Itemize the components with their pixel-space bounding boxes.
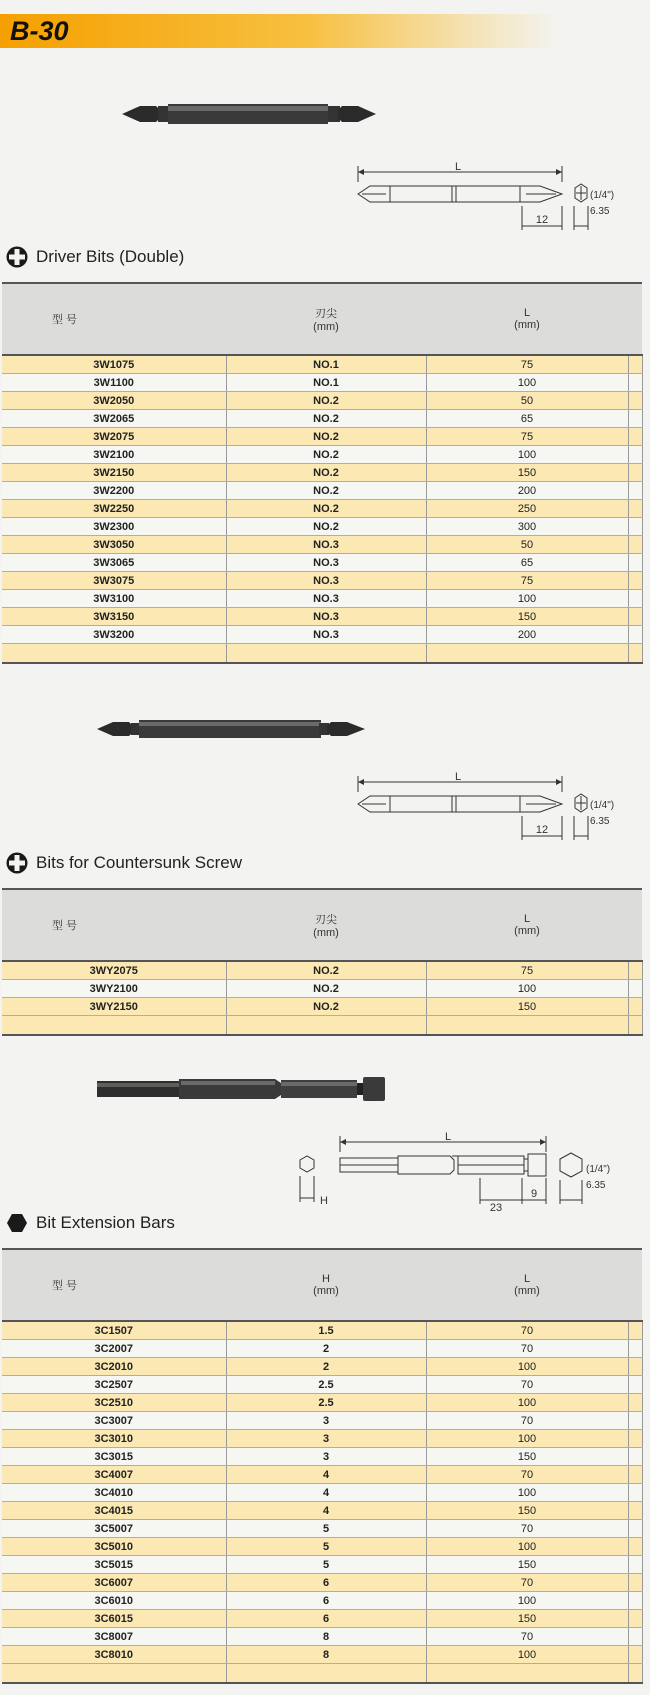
double-bit-photo-2 bbox=[95, 714, 367, 744]
model-cell: 3C4007 bbox=[2, 1466, 226, 1484]
spec-cell: NO.2 bbox=[226, 998, 426, 1016]
row-stub bbox=[628, 518, 642, 536]
length-cell: 150 bbox=[426, 998, 628, 1016]
spec-cell: 2.5 bbox=[226, 1376, 426, 1394]
spec-cell: NO.3 bbox=[226, 626, 426, 644]
length-cell: 150 bbox=[426, 1556, 628, 1574]
spec-cell: 2 bbox=[226, 1340, 426, 1358]
spec-cell: NO.3 bbox=[226, 590, 426, 608]
spec-cell: NO.2 bbox=[226, 464, 426, 482]
row-stub bbox=[628, 1628, 642, 1646]
countersunk-bits-table bbox=[2, 888, 643, 1036]
length-cell: 200 bbox=[426, 626, 628, 644]
table-row bbox=[2, 464, 642, 482]
row-stub bbox=[628, 590, 642, 608]
spec-cell: 6 bbox=[226, 1610, 426, 1628]
spec-cell: 6 bbox=[226, 1592, 426, 1610]
col-header-model: 型 号 bbox=[2, 1249, 226, 1321]
row-stub bbox=[628, 1502, 642, 1520]
spec-cell: NO.1 bbox=[226, 374, 426, 392]
spec-cell: 1.5 bbox=[226, 1321, 426, 1340]
model-cell: 3C4015 bbox=[2, 1502, 226, 1520]
table-row bbox=[2, 572, 642, 590]
length-cell: 100 bbox=[426, 1430, 628, 1448]
spec-cell: NO.3 bbox=[226, 554, 426, 572]
spec-cell: 5 bbox=[226, 1556, 426, 1574]
table-row bbox=[2, 1646, 642, 1664]
model-cell: 3C4010 bbox=[2, 1484, 226, 1502]
model-cell: 3C2010 bbox=[2, 1358, 226, 1376]
length-cell: 200 bbox=[426, 482, 628, 500]
spec-cell: 4 bbox=[226, 1484, 426, 1502]
spec-cell: 4 bbox=[226, 1502, 426, 1520]
length-cell: 70 bbox=[426, 1340, 628, 1358]
spec-cell: NO.2 bbox=[226, 392, 426, 410]
table-row bbox=[2, 374, 642, 392]
model-cell: 3W3050 bbox=[2, 536, 226, 554]
row-stub bbox=[628, 1376, 642, 1394]
row-stub bbox=[628, 961, 642, 980]
section-header-extension-bars bbox=[6, 1212, 175, 1234]
length-cell: 75 bbox=[426, 572, 628, 590]
dim-tip-label: 12 bbox=[535, 824, 549, 836]
dim-L-label: L bbox=[454, 161, 462, 173]
table-row bbox=[2, 998, 642, 1016]
model-cell: 3WY2100 bbox=[2, 980, 226, 998]
spec-cell: NO.3 bbox=[226, 572, 426, 590]
dim-hex-mm: 6.35 bbox=[586, 1180, 606, 1191]
length-cell: 150 bbox=[426, 464, 628, 482]
row-stub bbox=[628, 410, 642, 428]
hexagon-icon bbox=[6, 1212, 28, 1234]
model-cell: 3W1100 bbox=[2, 374, 226, 392]
length-cell: 70 bbox=[426, 1628, 628, 1646]
table-row bbox=[2, 1538, 642, 1556]
model-cell: 3W2150 bbox=[2, 464, 226, 482]
section-title: Driver Bits (Double) bbox=[36, 247, 185, 266]
col-header-model: 型 号 bbox=[2, 889, 226, 961]
row-stub bbox=[628, 980, 642, 998]
section-title: Bit Extension Bars bbox=[36, 1213, 175, 1232]
model-cell: 3C5010 bbox=[2, 1538, 226, 1556]
length-cell: 150 bbox=[426, 608, 628, 626]
model-cell: 3C3015 bbox=[2, 1448, 226, 1466]
spec-cell: 8 bbox=[226, 1646, 426, 1664]
row-stub bbox=[628, 1520, 642, 1538]
dim-L-label: L bbox=[444, 1131, 452, 1143]
model-cell: 3W3065 bbox=[2, 554, 226, 572]
dimension-drawing-2 bbox=[350, 770, 615, 850]
spec-cell: 3 bbox=[226, 1448, 426, 1466]
spec-cell: 6 bbox=[226, 1574, 426, 1592]
model-cell: 3W2075 bbox=[2, 428, 226, 446]
length-cell: 300 bbox=[426, 518, 628, 536]
table-row bbox=[2, 500, 642, 518]
page-banner bbox=[0, 14, 560, 48]
table-row bbox=[2, 1628, 642, 1646]
dim-hex-label: (1/4") bbox=[590, 800, 615, 811]
table-row bbox=[2, 410, 642, 428]
row-stub bbox=[628, 998, 642, 1016]
table-row bbox=[2, 1358, 642, 1376]
spec-cell: 2 bbox=[226, 1358, 426, 1376]
spec-cell: 4 bbox=[226, 1466, 426, 1484]
row-stub bbox=[628, 374, 642, 392]
col-header-h: H (mm) bbox=[226, 1249, 426, 1321]
table-row bbox=[2, 1610, 642, 1628]
table-row bbox=[2, 392, 642, 410]
table-body bbox=[2, 1321, 642, 1683]
row-stub bbox=[628, 1340, 642, 1358]
length-cell: 70 bbox=[426, 1466, 628, 1484]
dim-hex-mm: 6.35 bbox=[590, 816, 610, 827]
table-row bbox=[2, 446, 642, 464]
row-stub bbox=[628, 572, 642, 590]
row-stub bbox=[628, 626, 642, 644]
length-cell: 75 bbox=[426, 355, 628, 374]
row-stub bbox=[628, 392, 642, 410]
model-cell: 3W2050 bbox=[2, 392, 226, 410]
table-row bbox=[2, 518, 642, 536]
length-cell: 100 bbox=[426, 590, 628, 608]
model-cell: 3W3100 bbox=[2, 590, 226, 608]
length-cell: 65 bbox=[426, 410, 628, 428]
model-cell: 3W3075 bbox=[2, 572, 226, 590]
extension-bars-table bbox=[2, 1248, 643, 1684]
model-cell: 3W3200 bbox=[2, 626, 226, 644]
table-row bbox=[2, 1340, 642, 1358]
table-row bbox=[2, 355, 642, 374]
table-row-empty bbox=[2, 1016, 642, 1036]
table-row bbox=[2, 1394, 642, 1412]
row-stub bbox=[628, 1358, 642, 1376]
spec-cell: NO.3 bbox=[226, 608, 426, 626]
table-row bbox=[2, 1466, 642, 1484]
length-cell: 100 bbox=[426, 1646, 628, 1664]
model-cell: 3C6015 bbox=[2, 1610, 226, 1628]
spec-cell: 5 bbox=[226, 1538, 426, 1556]
table-row bbox=[2, 554, 642, 572]
length-cell: 100 bbox=[426, 1484, 628, 1502]
table-row bbox=[2, 1412, 642, 1430]
row-stub bbox=[628, 1646, 642, 1664]
length-cell: 100 bbox=[426, 446, 628, 464]
row-stub bbox=[628, 1538, 642, 1556]
length-cell: 150 bbox=[426, 1448, 628, 1466]
length-cell: 100 bbox=[426, 1592, 628, 1610]
model-cell: 3C2507 bbox=[2, 1376, 226, 1394]
length-cell: 50 bbox=[426, 536, 628, 554]
table-row bbox=[2, 980, 642, 998]
row-stub bbox=[628, 1556, 642, 1574]
length-cell: 50 bbox=[426, 392, 628, 410]
spec-cell: 2.5 bbox=[226, 1394, 426, 1412]
model-cell: 3C5015 bbox=[2, 1556, 226, 1574]
row-stub bbox=[628, 1466, 642, 1484]
spec-cell: NO.1 bbox=[226, 355, 426, 374]
model-cell: 3W2200 bbox=[2, 482, 226, 500]
model-cell: 3C2510 bbox=[2, 1394, 226, 1412]
model-cell: 3W2065 bbox=[2, 410, 226, 428]
table-row bbox=[2, 961, 642, 980]
row-stub bbox=[628, 1430, 642, 1448]
model-cell: 3C6010 bbox=[2, 1592, 226, 1610]
spec-cell: NO.2 bbox=[226, 518, 426, 536]
row-stub bbox=[628, 1574, 642, 1592]
spec-cell: NO.3 bbox=[226, 536, 426, 554]
row-stub bbox=[628, 464, 642, 482]
dim-L-label: L bbox=[454, 771, 462, 783]
col-header-length: L (mm) bbox=[426, 889, 628, 961]
model-cell: 3C6007 bbox=[2, 1574, 226, 1592]
model-cell: 3C3010 bbox=[2, 1430, 226, 1448]
row-stub bbox=[628, 1321, 642, 1340]
col-header-length: L (mm) bbox=[426, 283, 628, 355]
spec-cell: NO.2 bbox=[226, 482, 426, 500]
model-cell: 3C8010 bbox=[2, 1646, 226, 1664]
table-row bbox=[2, 428, 642, 446]
length-cell: 150 bbox=[426, 1610, 628, 1628]
dim-hex-label: (1/4") bbox=[586, 1164, 611, 1175]
table-row bbox=[2, 1376, 642, 1394]
length-cell: 150 bbox=[426, 1502, 628, 1520]
dimension-drawing-3 bbox=[290, 1130, 620, 1220]
model-cell: 3C2007 bbox=[2, 1340, 226, 1358]
model-cell: 3C5007 bbox=[2, 1520, 226, 1538]
row-stub bbox=[628, 355, 642, 374]
row-stub bbox=[628, 1484, 642, 1502]
row-stub bbox=[628, 1412, 642, 1430]
spec-cell: NO.2 bbox=[226, 980, 426, 998]
row-stub bbox=[628, 1610, 642, 1628]
col-header-length: L (mm) bbox=[426, 1249, 628, 1321]
model-cell: 3W1075 bbox=[2, 355, 226, 374]
model-cell: 3C1507 bbox=[2, 1321, 226, 1340]
length-cell: 70 bbox=[426, 1574, 628, 1592]
row-stub bbox=[628, 536, 642, 554]
length-cell: 65 bbox=[426, 554, 628, 572]
spec-cell: NO.2 bbox=[226, 961, 426, 980]
model-cell: 3C3007 bbox=[2, 1412, 226, 1430]
dimension-drawing-1 bbox=[350, 160, 615, 240]
model-cell: 3C8007 bbox=[2, 1628, 226, 1646]
table-row bbox=[2, 1574, 642, 1592]
dim-hex-mm: 6.35 bbox=[590, 206, 610, 217]
table-row-empty bbox=[2, 644, 642, 664]
col-header-tip: 刃尖 (mm) bbox=[226, 283, 426, 355]
row-stub bbox=[628, 428, 642, 446]
model-cell: 3WY2075 bbox=[2, 961, 226, 980]
table-row bbox=[2, 590, 642, 608]
spec-cell: NO.2 bbox=[226, 428, 426, 446]
spec-cell: 5 bbox=[226, 1520, 426, 1538]
length-cell: 70 bbox=[426, 1376, 628, 1394]
length-cell: 100 bbox=[426, 1394, 628, 1412]
section-header-driver-bits bbox=[6, 246, 184, 268]
spec-cell: 8 bbox=[226, 1628, 426, 1646]
length-cell: 100 bbox=[426, 980, 628, 998]
spec-cell: 3 bbox=[226, 1412, 426, 1430]
model-cell: 3W2100 bbox=[2, 446, 226, 464]
row-stub bbox=[628, 554, 642, 572]
table-row bbox=[2, 482, 642, 500]
row-stub bbox=[628, 500, 642, 518]
length-cell: 100 bbox=[426, 1358, 628, 1376]
row-stub bbox=[628, 1394, 642, 1412]
page-label: B-30 bbox=[10, 16, 69, 46]
length-cell: 250 bbox=[426, 500, 628, 518]
section-title: Bits for Countersunk Screw bbox=[36, 853, 242, 872]
table-row bbox=[2, 1592, 642, 1610]
table-row bbox=[2, 1484, 642, 1502]
table-row bbox=[2, 1502, 642, 1520]
table-row bbox=[2, 1430, 642, 1448]
row-stub bbox=[628, 608, 642, 626]
length-cell: 75 bbox=[426, 961, 628, 980]
table-row bbox=[2, 1321, 642, 1340]
spec-cell: NO.2 bbox=[226, 410, 426, 428]
dim-hex-label: (1/4") bbox=[590, 190, 615, 201]
spec-cell: NO.2 bbox=[226, 446, 426, 464]
row-stub bbox=[628, 446, 642, 464]
spec-cell: NO.2 bbox=[226, 500, 426, 518]
row-stub bbox=[628, 482, 642, 500]
length-cell: 100 bbox=[426, 1538, 628, 1556]
double-bit-photo-1 bbox=[120, 96, 380, 132]
table-row bbox=[2, 1520, 642, 1538]
length-cell: 100 bbox=[426, 374, 628, 392]
table-body bbox=[2, 355, 642, 663]
table-row bbox=[2, 626, 642, 644]
section-header-countersunk bbox=[6, 852, 242, 874]
col-header-model: 型 号 bbox=[2, 283, 226, 355]
model-cell: 3WY2150 bbox=[2, 998, 226, 1016]
table-row-empty bbox=[2, 1664, 642, 1684]
table-row bbox=[2, 1448, 642, 1466]
phillips-cross-icon bbox=[6, 852, 28, 874]
length-cell: 70 bbox=[426, 1520, 628, 1538]
model-cell: 3W3150 bbox=[2, 608, 226, 626]
extension-bar-photo bbox=[95, 1074, 387, 1104]
dim-tip-label: 12 bbox=[535, 214, 549, 226]
dim-a-label: 23 bbox=[489, 1202, 503, 1214]
dim-H-label: H bbox=[320, 1195, 328, 1207]
table-row bbox=[2, 608, 642, 626]
phillips-cross-icon bbox=[6, 246, 28, 268]
dim-b-label: 9 bbox=[530, 1188, 538, 1200]
table-row bbox=[2, 536, 642, 554]
length-cell: 75 bbox=[426, 428, 628, 446]
row-stub bbox=[628, 1592, 642, 1610]
model-cell: 3W2300 bbox=[2, 518, 226, 536]
driver-bits-table bbox=[2, 282, 643, 664]
model-cell: 3W2250 bbox=[2, 500, 226, 518]
table-row bbox=[2, 1556, 642, 1574]
spec-cell: 3 bbox=[226, 1430, 426, 1448]
length-cell: 70 bbox=[426, 1321, 628, 1340]
col-header-tip: 刃尖 (mm) bbox=[226, 889, 426, 961]
table-body bbox=[2, 961, 642, 1035]
length-cell: 70 bbox=[426, 1412, 628, 1430]
row-stub bbox=[628, 1448, 642, 1466]
